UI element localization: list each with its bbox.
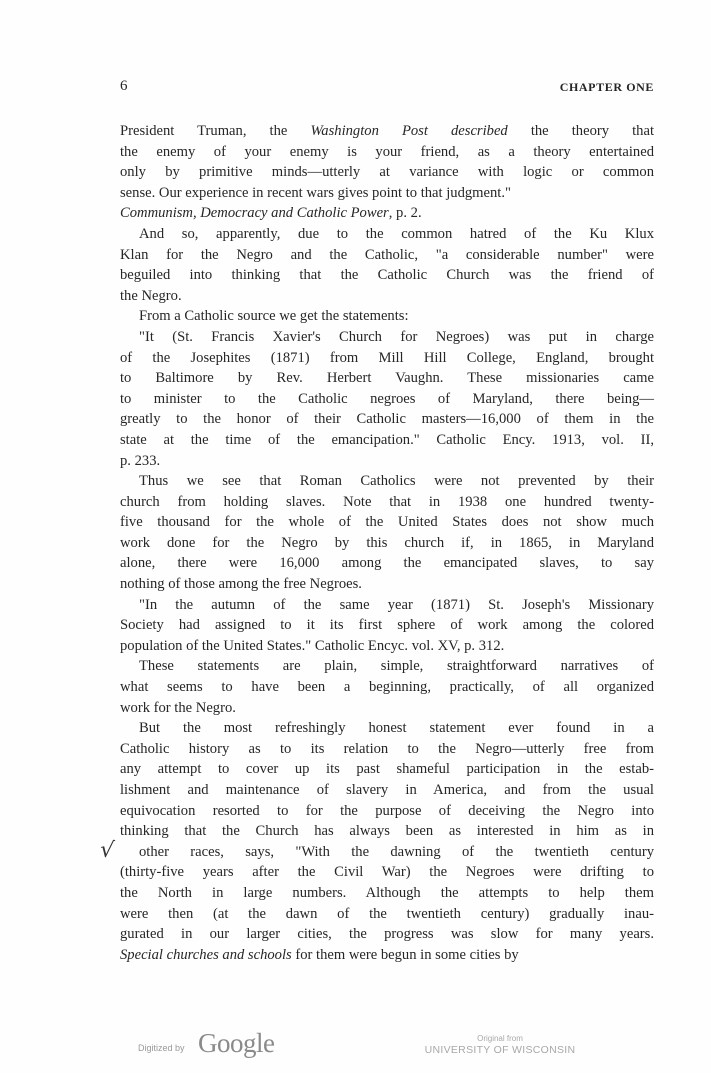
text-segment: (thirty-five years after the Civil War) the Negroes were drifting to bbox=[120, 864, 654, 881]
scan-footer bbox=[0, 1026, 711, 1066]
text-segment: "In the autumn of the same year (1871) St. Joseph's Missionary bbox=[139, 596, 654, 613]
text-segment: gurated in our larger cities, the progress was slow for many years. bbox=[120, 926, 654, 943]
text-segment: p. 233. bbox=[120, 452, 161, 469]
text-line bbox=[120, 430, 654, 451]
running-header bbox=[120, 78, 654, 98]
text-segment: for them were begun in some cities by bbox=[291, 946, 519, 963]
body-text bbox=[120, 121, 654, 965]
text-segment: other races, says, "With the dawning of the twentieth century bbox=[139, 843, 654, 860]
text-line bbox=[120, 245, 654, 266]
text-segment: equivocation resorted to for the purpose of deceiving the Negro into bbox=[120, 802, 654, 819]
text-segment: , p. 2. bbox=[388, 205, 422, 222]
text-segment: Thus we see that Roman Catholics were not prevented by their bbox=[139, 473, 654, 490]
text-segment: greatly to the honor of their Catholic masters—16,000 of them in the bbox=[120, 411, 654, 428]
text-segment: sense. Our experience in recent wars gives point to that judgment." bbox=[120, 184, 511, 201]
text-line bbox=[120, 862, 654, 883]
text-segment: Catholic history as to its relation to the Negro—utterly free from bbox=[120, 740, 654, 757]
text-segment: And so, apparently, due to the common hatred of the Ku Klux bbox=[139, 225, 654, 242]
text-segment: Klan for the Negro and the Catholic, "a considerable number" were bbox=[120, 246, 654, 263]
text-segment: the North in large numbers. Although the attempts to help them bbox=[120, 884, 654, 901]
text-segment: population of the United States." Catholic Encyc. vol. XV, p. 312. bbox=[120, 637, 505, 654]
digitized-by-label: Digitized by bbox=[138, 1043, 185, 1053]
google-logo: Google bbox=[198, 1028, 275, 1058]
text-segment: These statements are plain, simple, straightforward narratives of bbox=[139, 658, 654, 675]
text-line bbox=[120, 595, 654, 616]
text-line bbox=[120, 512, 654, 533]
text-line bbox=[120, 677, 654, 698]
text-segment: But the most refreshingly honest statement ever found in a bbox=[139, 720, 654, 737]
text-line bbox=[120, 409, 654, 430]
text-segment: were then (at the dawn of the twentieth century) gradually inau- bbox=[120, 905, 654, 922]
text-line bbox=[120, 306, 654, 327]
text-segment: any attempt to cover up its past shameful participation in the estab- bbox=[120, 761, 654, 778]
text-line bbox=[120, 636, 654, 657]
text-line bbox=[120, 739, 654, 760]
text-line bbox=[120, 162, 654, 183]
text-segment: what seems to have been a beginning, practically, of all organized bbox=[120, 679, 654, 696]
text-line bbox=[120, 574, 654, 595]
text-segment: church from holding slaves. Note that in 1938 one hundred twenty- bbox=[120, 493, 654, 510]
university-label: UNIVERSITY OF WISCONSIN bbox=[424, 1044, 576, 1056]
text-segment: beguiled into thinking that the Catholic Church was the friend of bbox=[120, 267, 654, 284]
text-line bbox=[120, 265, 654, 286]
text-line bbox=[120, 142, 654, 163]
text-line bbox=[120, 842, 654, 863]
text-line bbox=[120, 492, 654, 513]
text-line bbox=[120, 718, 654, 739]
text-segment: state at the time of the emancipation." Catholic Ency. 1913, vol. II, bbox=[120, 431, 654, 448]
text-segment: the Negro. bbox=[120, 287, 182, 304]
text-segment: of the Josephites (1871) from Mill Hill College, England, brought bbox=[120, 349, 654, 366]
text-line bbox=[120, 904, 654, 925]
text-line bbox=[120, 121, 654, 142]
page-number: 6 bbox=[120, 78, 128, 94]
text-line bbox=[120, 368, 654, 389]
text-line bbox=[120, 945, 654, 966]
text-line bbox=[120, 780, 654, 801]
chapter-title: CHAPTER ONE bbox=[559, 80, 654, 94]
text-line bbox=[120, 759, 654, 780]
original-source bbox=[418, 1034, 582, 1056]
text-segment: From a Catholic source we get the statements: bbox=[139, 308, 409, 325]
text-line bbox=[120, 471, 654, 492]
text-segment: work for the Negro. bbox=[120, 699, 236, 716]
italic-text: Washington Post described bbox=[310, 123, 508, 139]
text-line bbox=[120, 553, 654, 574]
text-line bbox=[120, 327, 654, 348]
text-line bbox=[120, 883, 654, 904]
handwritten-checkmark: √ bbox=[98, 837, 116, 864]
text-segment: work done for the Negro by this church if, in 1865, in Maryland bbox=[120, 534, 654, 551]
text-segment: to minister to the Catholic negroes of Maryland, there being— bbox=[120, 390, 654, 407]
original-from-label: Original from bbox=[477, 1034, 523, 1043]
text-segment: the theory that bbox=[507, 123, 654, 139]
text-line bbox=[120, 656, 654, 677]
text-line bbox=[120, 821, 654, 842]
text-line bbox=[120, 224, 654, 245]
text-segment: President Truman, the bbox=[120, 123, 311, 139]
text-line bbox=[120, 286, 654, 307]
text-line bbox=[120, 533, 654, 554]
text-line bbox=[120, 348, 654, 369]
text-line bbox=[120, 451, 654, 472]
text-line bbox=[120, 801, 654, 822]
text-segment: nothing of those among the free Negroes. bbox=[120, 576, 362, 593]
text-segment: lishment and maintenance of slavery in America, and from the usual bbox=[120, 782, 654, 798]
text-line bbox=[120, 698, 654, 719]
text-segment: five thousand for the whole of the United States does not show much bbox=[120, 514, 654, 531]
text-segment: the enemy of your enemy is your friend, as a theory entertained bbox=[120, 143, 654, 160]
text-line bbox=[120, 183, 654, 204]
text-segment: alone, there were 16,000 among the emancipated slaves, to say bbox=[120, 555, 654, 572]
text-line bbox=[120, 389, 654, 410]
italic-text: Communism, Democracy and Catholic Power bbox=[120, 205, 389, 222]
text-segment: Society had assigned to it its first sphere of work among the colored bbox=[120, 617, 654, 634]
text-segment: to Baltimore by Rev. Herbert Vaughn. These missionaries came bbox=[120, 370, 654, 387]
text-segment: "It (St. Francis Xavier's Church for Negroes) was put in charge bbox=[139, 328, 654, 345]
text-segment: only by primitive minds—utterly at variance with logic or common bbox=[120, 164, 654, 181]
text-line bbox=[120, 203, 654, 224]
italic-text: Special churches and schools bbox=[120, 946, 292, 963]
text-line bbox=[120, 615, 654, 636]
text-segment: thinking that the Church has always been as interested in him as in bbox=[120, 823, 654, 840]
text-line bbox=[120, 924, 654, 945]
